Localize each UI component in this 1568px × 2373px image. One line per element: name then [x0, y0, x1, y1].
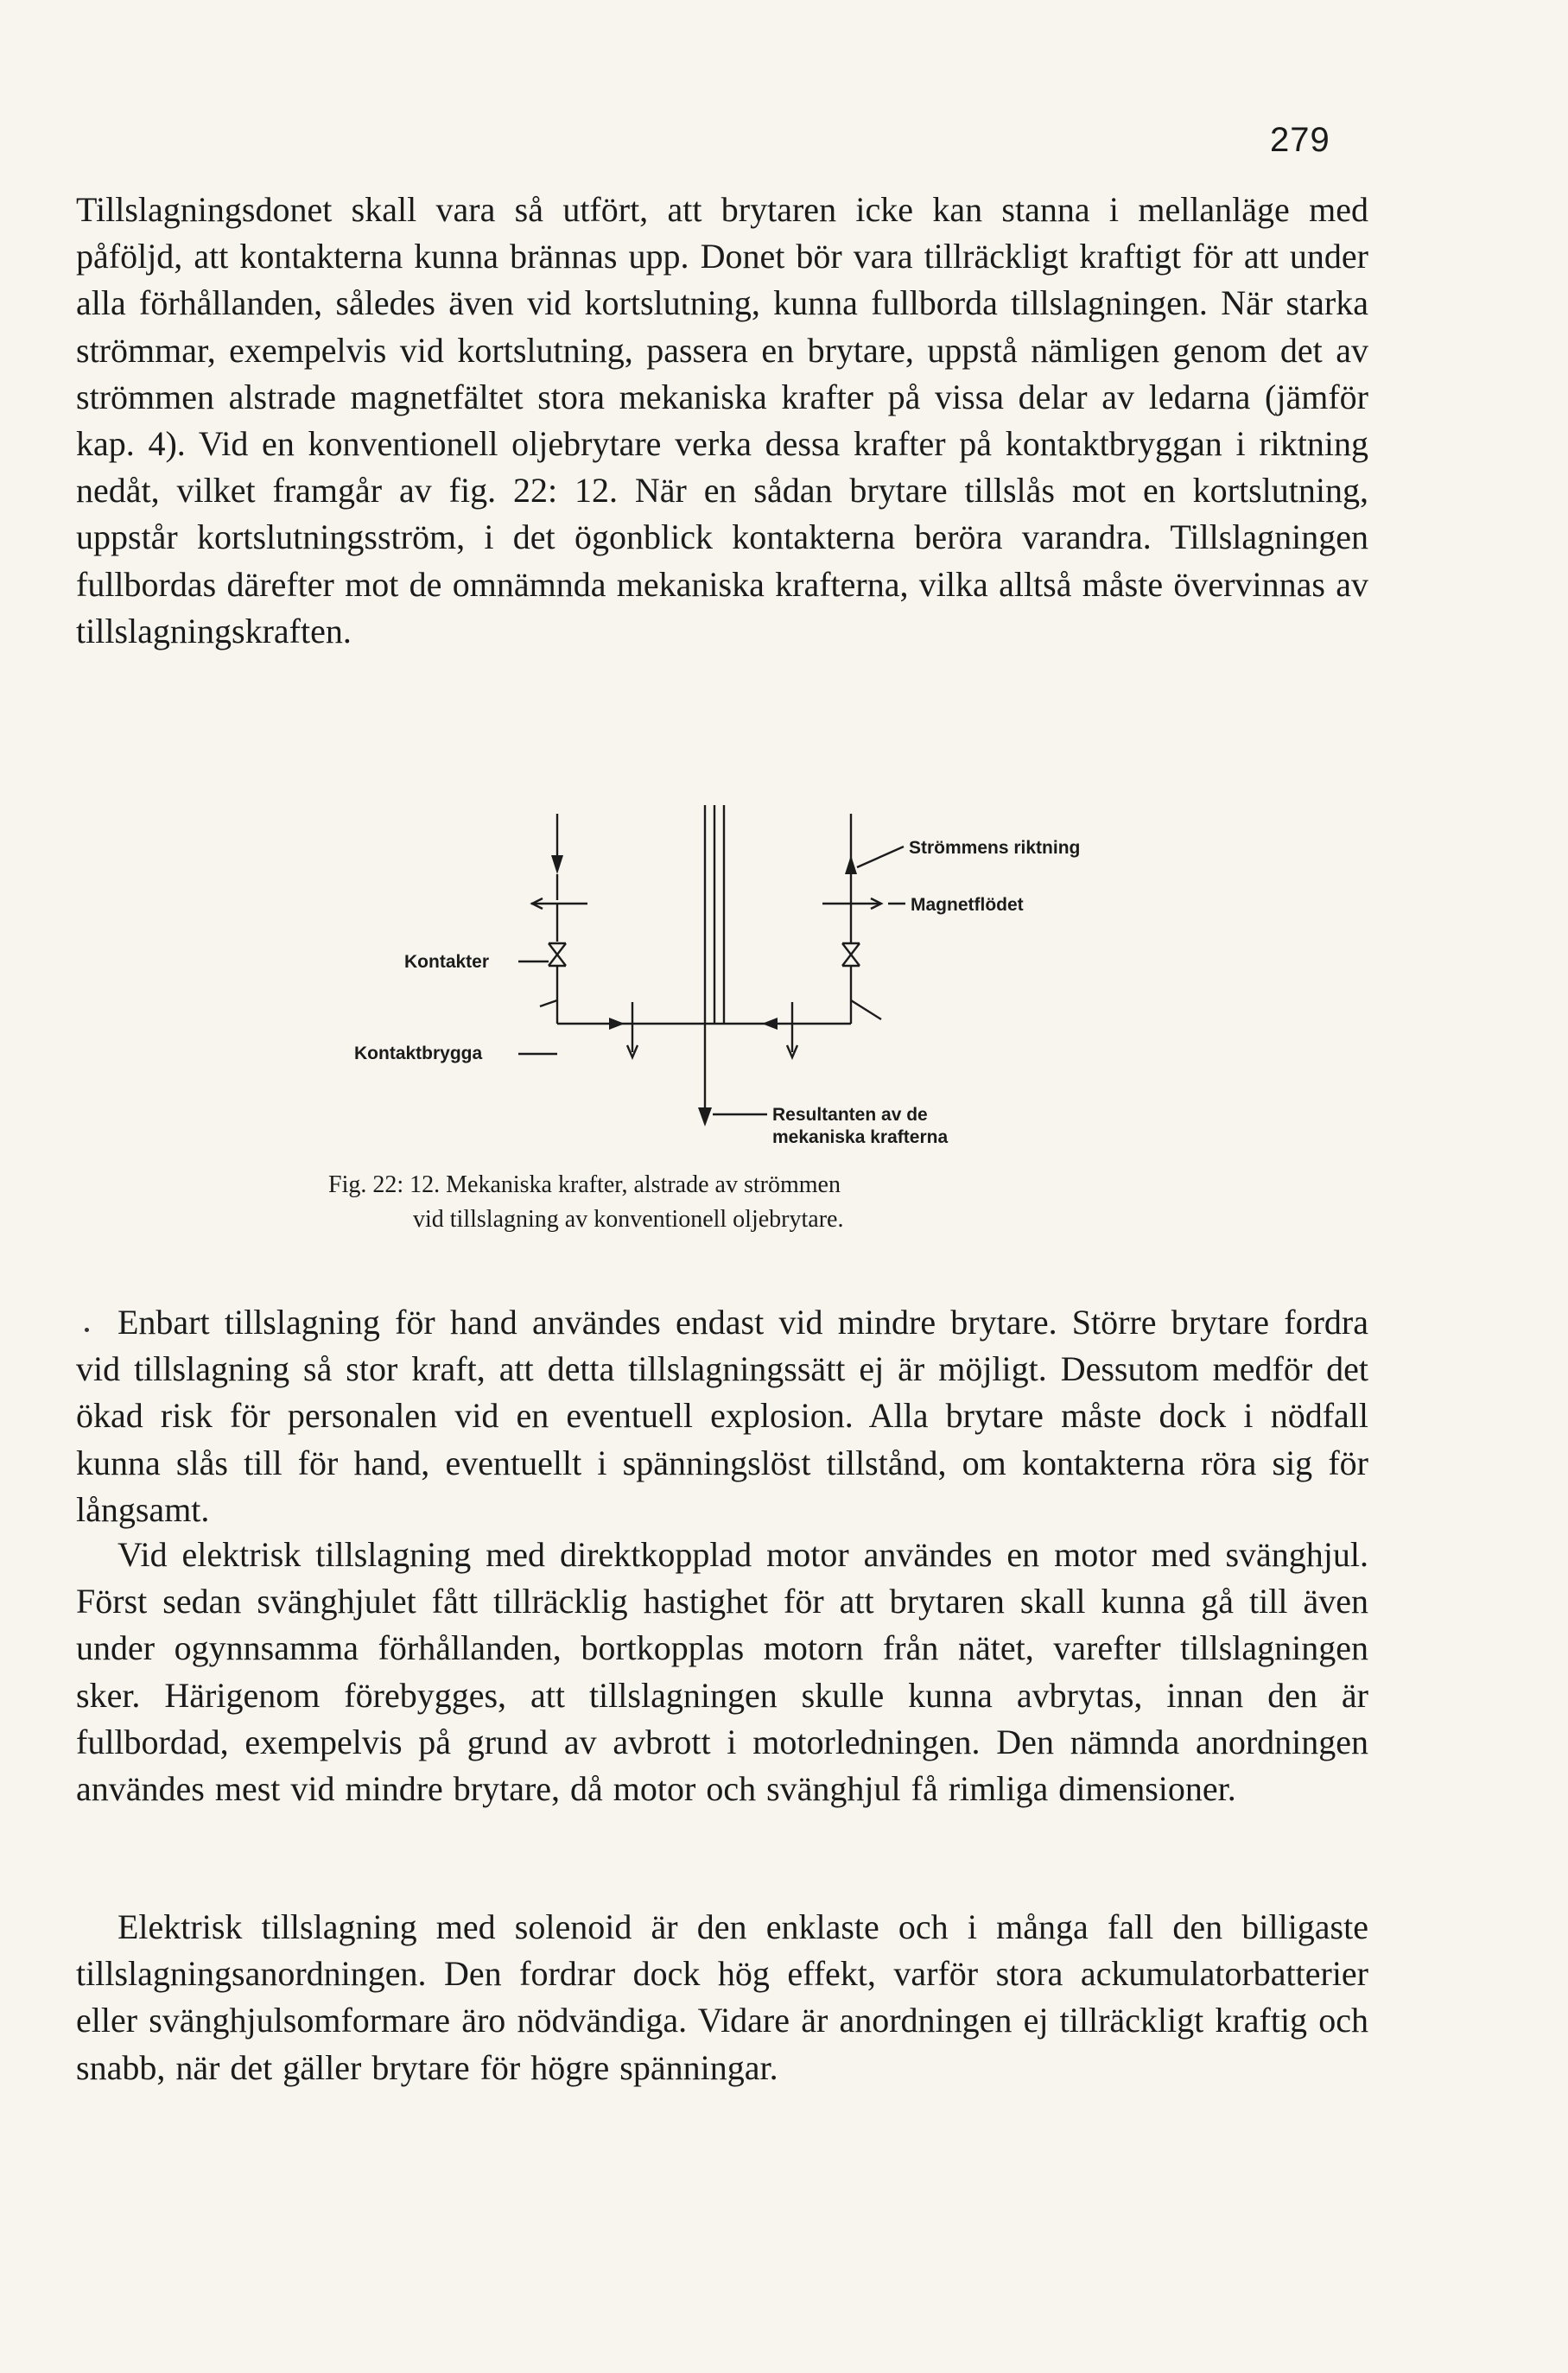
bridge-arrow-left: [609, 1018, 625, 1030]
label-kontaktbrygga: Kontaktbrygga: [354, 1044, 483, 1063]
right-current-arrow: [845, 855, 857, 874]
label-strommens-riktning: Strömmens riktning: [909, 838, 1081, 858]
figure-caption: [328, 1168, 1192, 1237]
force-diagram: [328, 795, 1158, 1166]
paragraph-4: Elektrisk tillslagning med solenoid är den enklaste och i många fall den billigaste tillslagningsanordningen. Den fordrar dock hög effekt, varför stora ackumulatorbatterier eller svänghjulsomformare äro nödvändiga. Vidare är anordningen ej tillräckligt kraftig och snabb, när det gäller brytare för högre spänningar.: [76, 1907, 1368, 2087]
right-flux-mark: [851, 1000, 881, 1019]
label-resultanten-1: Resultanten av de: [772, 1105, 928, 1125]
figure-diagram: [328, 795, 1158, 1166]
left-flux-mark: [540, 1000, 557, 1006]
label-kontakter: Kontakter: [404, 952, 490, 972]
page-number: 279: [1270, 121, 1330, 159]
paragraph-2: Enbart tillslagning för hand användes endast vid mindre brytare. Större brytare fordra vid tillslagning så stor kraft, att detta tillslagningssätt ej är möjligt. Dessutom medför det ökad risk för personalen vid en eventuell explosion. Alla brytare måste dock i nödfall kunna slås till för hand, eventuellt i spänningslöst tillstånd, om kontakterna röra sig för långsamt.: [76, 1303, 1368, 1529]
left-current-arrow: [551, 855, 563, 874]
resultant-arrow: [698, 1107, 712, 1126]
figure-caption-line-2: vid tillslagning av konventionell oljebrytare.: [413, 1206, 844, 1233]
bridge-arrow-right: [762, 1018, 778, 1030]
paragraph-1: Tillslagningsdonet skall vara så utfört, att brytaren icke kan stanna i mellanläge med påföljd, att kontakterna kunna brännas upp. Donet bör vara tillräckligt kraftigt för att under alla förhållanden, således även vid kortslutning, kunna fullborda tillslagningen. När starka strömmar, exempelvis vid kortslutning, passera en brytare, uppstå nämligen genom det av strömmen alstrade magnetfältet stora mekaniska krafter på vissa delar av ledarna (jämför kap. 4). Vid en konventionell oljebrytare verka dessa krafter på kontaktbryggan i riktning nedåt, vilket framgår av fig. 22: 12. När en sådan brytare tillslås mot en kortslutning, uppstår kortslutningsström, i det ögonblick kontakterna beröra varandra. Tillslagningen fullbordas därefter mot de omnämnda mekaniska krafterna, vilka alltså måste övervinnas av tillslagningskraften.: [76, 190, 1368, 650]
label-magnetflodet: Magnetflödet: [911, 895, 1024, 915]
leader-strommens: [857, 847, 904, 867]
figure-caption-line-1: Fig. 22: 12. Mekaniska krafter, alstrade av strömmen: [328, 1171, 841, 1198]
paragraph-3: Vid elektrisk tillslagning med direktkopplad motor användes en motor med svänghjul. Först sedan svänghjulet fått tillräcklig hastighet för att brytaren skall kunna gå till även under ogynnsamma förhållanden, bortkopplas motorn från nätet, varefter tillslagningen sker. Härigenom förebygges, att tillslagningen skulle kunna avbrytas, innan den är fullbordad, exempelvis på grund av avbrott i motorledningen. Den nämnda anordningen användes mest vid mindre brytare, då motor och svänghjul få rimliga dimensioner.: [76, 1535, 1368, 1809]
label-resultanten-2: mekaniska krafterna: [772, 1127, 949, 1147]
